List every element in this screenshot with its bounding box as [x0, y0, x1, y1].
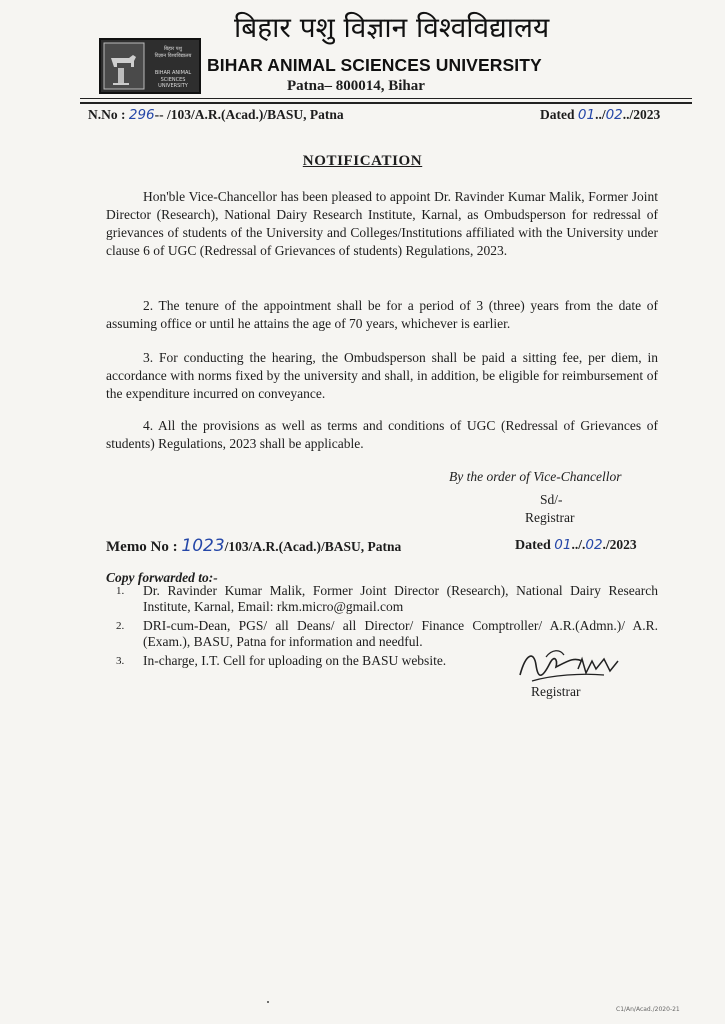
memo-label: Memo No :	[106, 539, 182, 555]
memo-date-year: ./2023	[602, 537, 637, 552]
notification-title-wrap	[0, 153, 725, 170]
memo-suffix: /103/A.R.(Acad.)/BASU, Patna	[224, 539, 402, 554]
footer-reference-code: C1/An/Acad./2020-21	[616, 1006, 680, 1013]
memo-date-day: 01	[554, 537, 572, 553]
date-sep-1: ../	[595, 107, 606, 122]
university-logo	[99, 38, 201, 94]
registrar-designation: Registrar	[525, 510, 575, 525]
logo-text-en-2: SCIENCES UNIVERSITY	[158, 77, 188, 89]
scan-speck	[267, 1001, 269, 1003]
sd-mark: Sd/-	[540, 492, 563, 507]
logo-text-hindi-1: बिहार पशु	[164, 46, 182, 52]
list-item-number: 1.	[116, 585, 125, 597]
memo-handwritten-number: 1023	[181, 536, 225, 556]
ref-suffix: -- /103/A.R.(Acad.)/BASU, Patna	[154, 107, 344, 122]
order-line: By the order of Vice-Chancellor	[449, 469, 622, 484]
list-item-text: DRI-cum-Dean, PGS/ all Deans/ all Director/ Finance Comptroller/ A.R.(Admn.)/ A.R. (Exam.), BASU, Patna for information and needful.	[143, 618, 658, 649]
notification-number	[88, 107, 344, 123]
date-month: 02	[605, 107, 623, 123]
date-year: ../2023	[622, 107, 661, 122]
paragraph-1: Hon'ble Vice-Chancellor has been pleased to appoint Dr. Ravinder Kumar Malik, Former Joint Director (Research), National Dairy Research Institute, Karnal, as Ombudsperson for redressal of grievances of students of the University and Colleges/Institutions affiliated with the University under clause 6 of UGC (Redressal of Grievances of students) Regulations, 2023.	[106, 189, 658, 258]
notification-title: NOTIFICATION	[302, 153, 423, 169]
paragraph-2: 2. The tenure of the appointment shall be for a period of 3 (three) years from the date of assuming office or until he attains the age of 70 years, whichever is earlier.	[106, 298, 658, 331]
copy-forwarded-heading: Copy forwarded to:-	[106, 570, 218, 585]
header-divider-thin	[80, 98, 692, 99]
date-day: 01	[577, 107, 596, 123]
memo-date-month: 02	[585, 537, 603, 553]
university-name-english: BIHAR ANIMAL SCIENCES UNIVERSITY	[207, 55, 542, 75]
university-name-hindi: बिहार पशु विज्ञान विश्वविद्यालय	[234, 11, 550, 44]
memo-number	[106, 536, 401, 556]
memo-date-sep: ../.	[571, 537, 586, 552]
logo-text-en-1: BIHAR ANIMAL	[154, 70, 192, 76]
final-registrar-designation: Registrar	[531, 684, 581, 699]
ref-prefix: N.No :	[88, 107, 129, 122]
notification-date	[540, 107, 660, 123]
logo-text-hindi-2: विज्ञान विश्वविद्यालय	[154, 53, 192, 59]
header-divider-thick	[80, 102, 692, 104]
list-item-text: Dr. Ravinder Kumar Malik, Former Joint Director (Research), National Dairy Research Institute, Karnal, Email: rkm.micro@gmail.com	[143, 583, 658, 614]
paragraph-3: 3. For conducting the hearing, the Ombudsperson shall be paid a sitting fee, per diem, in accordance with norms fixed by the university and shall, in addition, be eligible for reimbursement of the expenditure incurred on conveyance.	[106, 350, 658, 401]
ref-handwritten-number: 296	[128, 107, 155, 123]
memo-date	[515, 537, 637, 554]
paragraph-4: 4. All the provisions as well as terms and conditions of UGC (Redressal of Grievances of students) Regulations, 2023 shall be applicable.	[106, 418, 658, 451]
university-address: Patna– 800014, Bihar	[287, 78, 425, 94]
list-item	[106, 583, 658, 615]
dated-label: Dated	[540, 107, 578, 122]
memo-dated-label: Dated	[515, 538, 555, 553]
handwritten-signature-icon	[512, 645, 632, 687]
list-item-text: In-charge, I.T. Cell for uploading on the BASU website.	[143, 653, 447, 668]
list-item-number: 3.	[116, 655, 125, 667]
list-item-number: 2.	[116, 620, 125, 632]
